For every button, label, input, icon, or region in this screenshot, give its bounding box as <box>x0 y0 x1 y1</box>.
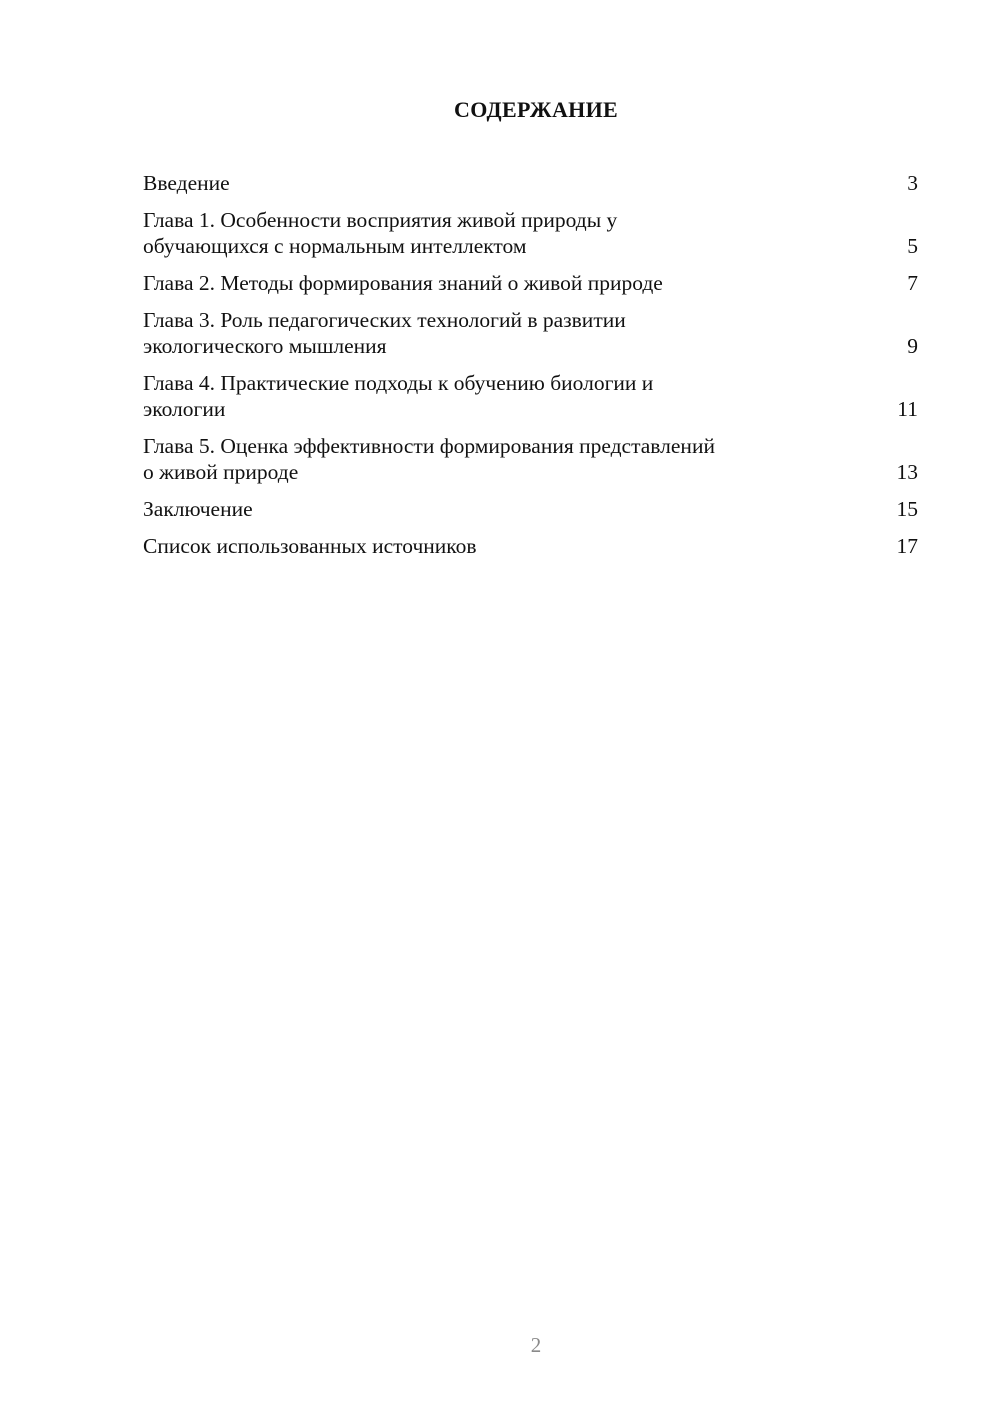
toc-entry-label: Глава 3. Роль педагогических технологий в развитии экологического мышления <box>143 308 626 358</box>
toc-entry-page-number: 17 <box>896 534 918 558</box>
toc-entry-chapter-3 <box>143 307 918 359</box>
toc-entry-chapter-1 <box>143 207 918 259</box>
toc-entry-label: Глава 4. Практические подходы к обучению биологии и экологии <box>143 371 654 421</box>
toc-entry-page-number: 3 <box>907 171 918 195</box>
toc-entry-page-number: 11 <box>897 397 918 421</box>
toc-entry-label: Введение <box>143 171 230 195</box>
page-title: СОДЕРЖАНИЕ <box>454 97 618 122</box>
toc-entry-page-number: 13 <box>896 460 918 484</box>
toc-entry-introduction <box>143 170 918 196</box>
toc-entry-label: Глава 5. Оценка эффективности формирования представлений о живой природе <box>143 434 715 484</box>
toc-entry-conclusion <box>143 496 918 522</box>
toc-entry-chapter-4 <box>143 370 918 422</box>
toc-entry-page-number: 9 <box>907 334 918 358</box>
toc-entry-chapter-5 <box>143 433 918 485</box>
toc-entry-chapter-2 <box>143 270 918 296</box>
toc-entry-page-number: 5 <box>907 234 918 258</box>
toc-entry-label: Глава 2. Методы формирования знаний о живой природе <box>143 271 663 295</box>
toc-entry-page-number: 15 <box>896 497 918 521</box>
table-of-contents <box>143 170 918 570</box>
toc-entry-label: Заключение <box>143 497 253 521</box>
toc-entry-references <box>143 533 918 559</box>
toc-entry-page-number: 7 <box>907 271 918 295</box>
toc-entry-label: Список использованных источников <box>143 534 477 558</box>
toc-entry-label: Глава 1. Особенности восприятия живой природы у обучающихся с нормальным интеллектом <box>143 208 618 258</box>
page-number-footer: 2 <box>530 1333 542 1357</box>
